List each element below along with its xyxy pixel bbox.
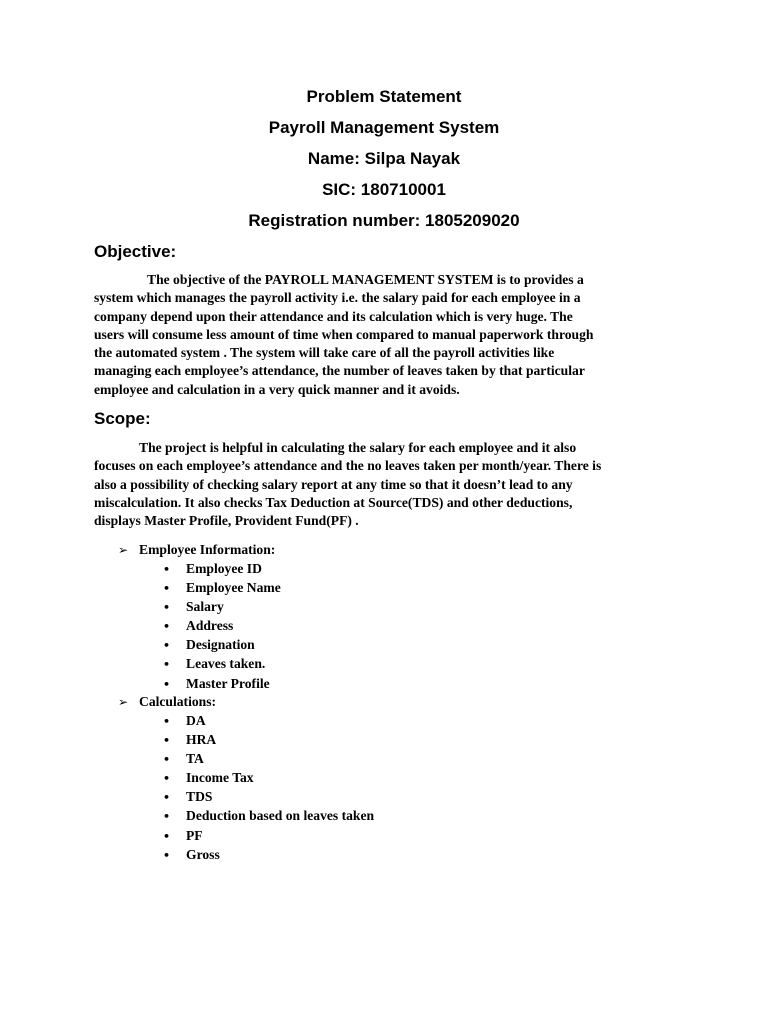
list-item [163, 578, 281, 597]
bullet-icon: • [163, 582, 171, 596]
list-item [163, 616, 281, 635]
bullet-icon: • [163, 791, 171, 805]
list-item [163, 787, 374, 806]
bullet-icon: • [163, 772, 171, 786]
list-item [163, 845, 374, 864]
objective-line: company depend upon their attendance and its calculation which is very huge. The [94, 308, 573, 324]
objective-line: managing each employee’s attendance, the number of leaves taken by that particular [94, 363, 585, 379]
bullet-icon: • [163, 829, 171, 843]
employee-info-label: Employee Information: [139, 542, 276, 557]
bullet-icon: • [163, 677, 171, 691]
list-item-label: Deduction based on leaves taken [186, 808, 375, 824]
list-item-label: Salary [186, 599, 224, 615]
bullet-icon: • [163, 658, 171, 672]
bullet-icon: • [163, 810, 171, 824]
list-item-label: Gross [186, 846, 220, 862]
scope-paragraph [94, 439, 684, 530]
calculations-heading [118, 692, 216, 712]
bullet-icon: • [163, 715, 171, 728]
document-title: Problem Statement [306, 87, 462, 106]
list-item [163, 597, 281, 616]
objective-line: employee and calculation in a very quick manner and it avoids. [94, 381, 460, 397]
sic-number: SIC: 180710001 [322, 180, 446, 199]
calculations-list [163, 711, 374, 864]
list-item-label: HRA [186, 732, 217, 748]
list-item-label: Employee ID [186, 561, 262, 576]
list-item [163, 826, 374, 845]
author-name: Name: Silpa Nayak [307, 149, 461, 168]
list-item-label: Master Profile [186, 675, 270, 691]
list-item-label: Designation [186, 637, 255, 653]
list-item [163, 635, 281, 654]
list-item [163, 654, 281, 673]
list-item-label: Address [186, 618, 234, 634]
objective-line: users will consume less amount of time when compared to manual paperwork through [94, 326, 594, 342]
bullet-icon: • [163, 563, 171, 576]
scope-line: The project is helpful in calculating the salary for each employee and it also [139, 440, 577, 455]
list-item-label: Income Tax [186, 770, 254, 786]
arrow-bullet-icon: ➢ [118, 543, 129, 557]
bullet-icon: • [163, 848, 171, 862]
list-item [163, 749, 374, 768]
scope-line: miscalculation. It also checks Tax Deduction at Source(TDS) and other deductions, [94, 494, 573, 510]
objective-line: system which manages the payroll activity i.e. the salary paid for each employee in a [94, 290, 581, 306]
list-item [163, 711, 374, 730]
employee-info-list [163, 559, 281, 693]
bullet-icon: • [163, 753, 171, 767]
list-item [163, 674, 281, 693]
list-item [163, 559, 281, 578]
arrow-bullet-icon: ➢ [118, 695, 129, 709]
scope-line: displays Master Profile, Provident Fund(PF) . [94, 513, 359, 529]
bullet-icon: • [163, 734, 171, 748]
list-item [163, 768, 374, 787]
scope-line: focuses on each employee’s attendance and the no leaves taken per month/year. There is [94, 458, 602, 474]
objective-line: the automated system . The system will take care of all the payroll activities like [94, 345, 555, 361]
list-item [163, 730, 374, 749]
bullet-icon: • [163, 620, 171, 634]
objective-paragraph [94, 271, 684, 399]
calculations-label: Calculations: [139, 694, 217, 709]
employee-info-heading [118, 540, 275, 560]
list-item [163, 806, 374, 825]
list-item-label: TA [186, 751, 204, 767]
list-item-label: Employee Name [186, 580, 281, 596]
list-item-label: DA [186, 713, 206, 728]
scope-heading: Scope: [94, 409, 151, 428]
document-subtitle: Payroll Management System [268, 118, 500, 137]
bullet-icon: • [163, 601, 171, 615]
scope-line: also a possibility of checking salary report at any time so that it doesn’t lead to any [94, 476, 573, 492]
list-item-label: PF [186, 827, 203, 843]
objective-line: The objective of the PAYROLL MANAGEMENT SYSTEM is to provides a [147, 272, 584, 287]
bullet-icon: • [163, 639, 171, 653]
list-item-label: Leaves taken. [186, 656, 266, 672]
objective-heading: Objective: [94, 242, 177, 261]
registration-number: Registration number: 1805209020 [248, 211, 520, 230]
list-item-label: TDS [186, 789, 213, 805]
